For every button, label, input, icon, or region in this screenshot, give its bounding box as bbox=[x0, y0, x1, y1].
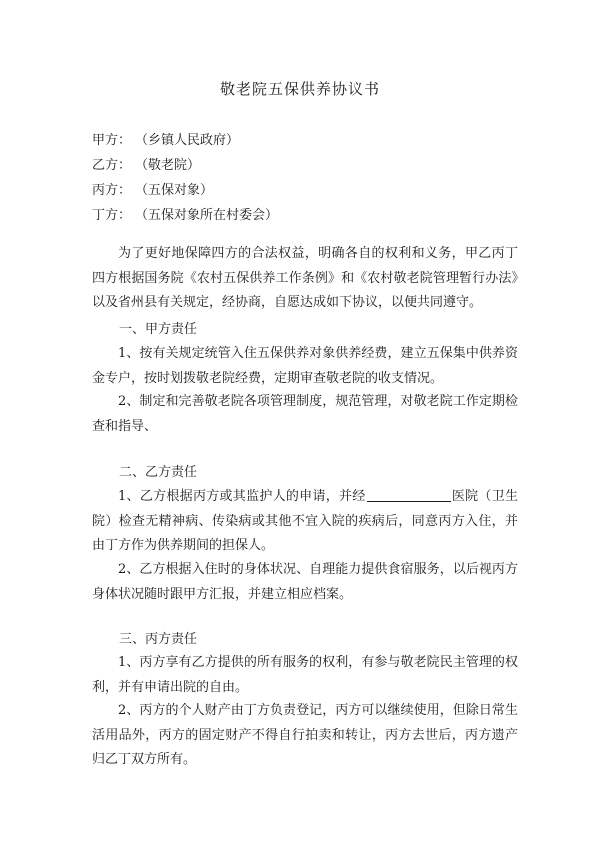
section-2-item-1-text-before: 1、乙方根据丙方或其监护人的申请，并经 bbox=[118, 489, 366, 504]
section-3-item-2: 2、丙方的个人财产由丁方负责登记，丙方可以继续使用，但除日常生活用品外，丙方的固定财产不得自行拍卖和转让，丙方去世后，丙方遗产归乙丁双方所有。 bbox=[92, 703, 518, 767]
party-yi-value: （敬老院） bbox=[135, 158, 201, 173]
section-2-item-2: 2、乙方根据入住时的身体状况、自理能力提供食宿服务，以后视丙方身体状况随时跟甲方汇报，并建立相应档案。 bbox=[92, 562, 518, 602]
intro-paragraph: 为了更好地保障四方的合法权益，明确各自的权利和义务，甲乙丙丁四方根据国务院《农村五保供养工作条例》和《农村敬老院管理暂行办法》以及省州县有关规定，经协商，自愿达成如下协议，以便共同遵守。 bbox=[92, 246, 518, 310]
party-jia bbox=[92, 132, 239, 150]
party-yi bbox=[92, 157, 200, 175]
party-jia-label: 甲方： bbox=[92, 133, 132, 148]
party-yi-label: 乙方： bbox=[92, 158, 132, 173]
party-bing-label: 丙方： bbox=[92, 183, 132, 198]
party-ding-label: 丁方： bbox=[92, 208, 132, 223]
section-3-heading: 三、丙方责任 bbox=[119, 632, 198, 647]
section-3-item-1: 1、丙方享有乙方提供的所有服务的权利，有参与敬老院民主管理的权利，并有申请出院的自由。 bbox=[92, 655, 518, 695]
party-ding bbox=[92, 207, 278, 225]
party-jia-value: （乡镇人民政府） bbox=[135, 133, 240, 148]
section-1-item-1: 1、按有关规定统管入住五保供养对象供养经费，建立五保集中供养资金专户，按时划拨敬老院经费，定期审查敬老院的收支情况。 bbox=[92, 346, 518, 386]
section-1-heading: 一、甲方责任 bbox=[119, 322, 198, 337]
section-2-item-1-text-after: 医院（卫生院）检查无精神病、传染病或其他不宜入院的疾病后，同意丙方入住，并由丁方作为供养期间的担保人。 bbox=[92, 489, 518, 553]
section-2-item-1 bbox=[92, 485, 518, 559]
section-2-heading: 二、乙方责任 bbox=[119, 465, 198, 480]
party-bing-value: （五保对象） bbox=[135, 183, 214, 198]
document-title: 敬老院五保供养协议书 bbox=[219, 80, 380, 98]
party-bing bbox=[92, 182, 213, 200]
party-ding-value: （五保对象所在村委会） bbox=[135, 208, 279, 223]
hospital-name-blank bbox=[367, 487, 451, 502]
section-1-item-2: 2、制定和完善敬老院各项管理制度，规范管理，对敬老院工作定期检查和指导、 bbox=[92, 394, 518, 434]
